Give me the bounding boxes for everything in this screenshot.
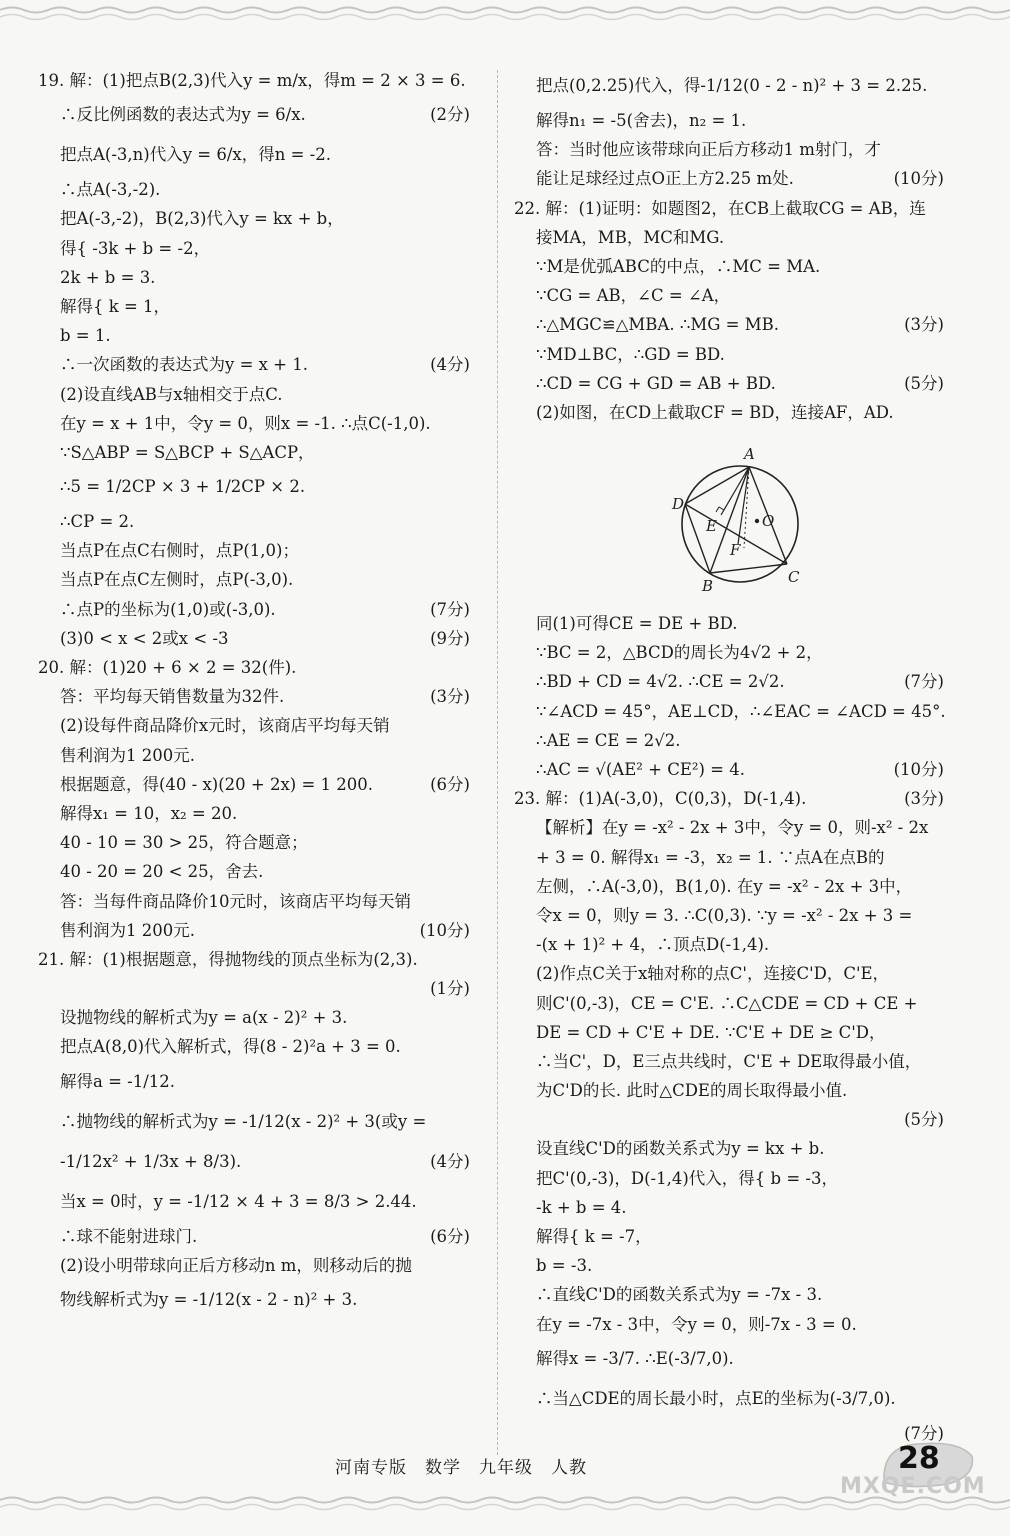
solution-line-text: 22. 解：(1)证明：如题图2，在CB上截取CG = AB，连 <box>514 198 926 218</box>
solution-line <box>38 292 470 321</box>
solution-line-text: ∴BD + CD = 4√2. ∴CE = 2√2. <box>536 672 785 692</box>
solution-line <box>38 770 470 799</box>
solution-line <box>38 711 470 740</box>
solution-line <box>514 398 944 427</box>
solution-line-text: 答：当每件商品降价10元时，该商店平均每天销 <box>60 891 411 911</box>
solution-line-text: ∴△MGC≌△MBA. ∴MG = MB. <box>536 315 779 335</box>
solution-line <box>38 682 470 711</box>
figure-label-c: C <box>788 568 800 587</box>
score-mark: (3分) <box>904 315 944 335</box>
solution-line <box>514 667 944 696</box>
solution-line <box>514 194 944 223</box>
solution-line <box>514 697 944 726</box>
solution-line-text: 得{ -3k + b = -2， <box>60 238 211 258</box>
solution-line-text: ∴抛物线的解析式为y = -1/12(x - 2)² + 3(或y = <box>60 1111 427 1131</box>
figure-segment-ae <box>721 467 749 515</box>
solution-line-text: 接MA，MB，MC和MG. <box>536 227 725 247</box>
solution-line <box>38 1102 470 1142</box>
solution-line-text: 在y = -7x - 3中，令y = 0，则-7x - 3 = 0. <box>536 1314 857 1334</box>
figure-segment-af <box>738 467 749 544</box>
solution-line <box>514 1310 944 1339</box>
solution-line-text: ∵∠ACD = 45°，AE⊥CD，∴∠EAC = ∠ACD = 45°. <box>536 701 946 721</box>
solution-line <box>38 1280 470 1320</box>
solution-line <box>514 726 944 755</box>
solution-line <box>38 887 470 916</box>
footer-edition-text: 河南专版 数学 九年级 人教 <box>335 1458 587 1478</box>
solution-line-text: 答：平均每天销售数量为32件. <box>60 687 285 707</box>
solution-line <box>38 916 470 945</box>
solution-line <box>38 799 470 828</box>
solution-line <box>514 1339 944 1379</box>
solution-line-text: 把C'(0,-3)，D(-1,4)代入，得{ b = -3， <box>536 1168 838 1188</box>
solution-line <box>38 653 470 682</box>
solution-line-text: 把A(-3,-2)，B(2,3)代入y = kx + b， <box>60 209 344 229</box>
solution-line <box>38 204 470 233</box>
solution-line-text: 20. 解：(1)20 + 6 × 2 = 32(件). <box>38 658 297 677</box>
solution-line <box>38 828 470 857</box>
solution-line-text: 当点P在点C左侧时，点P(-3,0). <box>60 570 294 590</box>
solution-line-text: b = 1. <box>60 326 111 346</box>
solution-line <box>38 234 470 263</box>
solution-line-text: 23. 解：(1)A(-3,0)，C(0,3)，D(-1,4). <box>514 789 807 809</box>
solution-line <box>514 959 944 988</box>
solution-line-text: 2k + b = 3. <box>60 267 156 287</box>
solution-line <box>514 1105 944 1134</box>
solution-line-text: 在y = x + 1中，令y = 0，则x = -1. ∴点C(-1,0). <box>60 413 431 433</box>
solution-line-text: (2)作点C关于x轴对称的点C'，连接C'D，C'E， <box>536 964 890 984</box>
solution-line-text: ∵CG = AB，∠C = ∠A， <box>536 286 731 306</box>
solution-line <box>514 369 944 398</box>
solution-line <box>38 945 470 974</box>
solution-line-text: 40 - 10 = 30 > 25，符合题意； <box>60 833 308 853</box>
solution-line-text: 解得n₁ = -5(舍去)，n₂ = 1. <box>536 111 747 130</box>
solution-line <box>514 1164 944 1193</box>
solution-line <box>514 1193 944 1222</box>
solution-line <box>38 467 470 507</box>
solution-line <box>514 223 944 252</box>
solution-line <box>38 741 470 770</box>
figure-label-o: O <box>762 512 775 531</box>
solution-line-text: ∴一次函数的表达式为y = x + 1. <box>60 355 308 375</box>
solution-line <box>38 1142 470 1182</box>
solution-line <box>38 350 470 379</box>
solution-line-text: 当点P在点C右侧时，点P(1,0)； <box>60 541 299 561</box>
top-decorative-border <box>0 4 1010 24</box>
solution-line-text: ∴5 = 1/2CP × 3 + 1/2CP × 2. <box>60 477 306 497</box>
solution-line <box>514 1222 944 1251</box>
column-divider <box>497 70 498 1455</box>
solution-line-text: 则C'(0,-3)，CE = C'E. ∴C△CDE = CD + CE + <box>536 993 918 1013</box>
right-column <box>514 66 944 1448</box>
solution-line-text: ∴球不能射进球门. <box>60 1226 198 1246</box>
solution-line-text: DE = CD + C'E + DE. ∵C'E + DE ≥ C'D， <box>536 1022 886 1042</box>
solution-line-text: 40 - 20 = 20 < 25，舍去. <box>60 862 264 882</box>
solution-line-text: ∴直线C'D的函数关系式为y = -7x - 3. <box>536 1285 823 1305</box>
solution-line <box>38 438 470 467</box>
solution-line <box>38 624 470 653</box>
score-mark: (10分) <box>893 760 944 779</box>
solution-line-text: 把点(0,2.25)代入，得-1/12(0 - 2 - n)² + 3 = 2.25. <box>536 76 928 95</box>
solution-line-text: 19. 解：(1)把点B(2,3)代入y = m/x，得m = 2 × 3 = 6. <box>38 71 466 90</box>
solution-line <box>38 1032 470 1061</box>
solution-line <box>514 1379 944 1419</box>
score-mark: (5分) <box>904 373 944 393</box>
solution-line-text: 能让足球经过点O正上方2.25 m处. <box>536 169 794 189</box>
solution-line <box>514 1047 944 1076</box>
right-column-part-a <box>514 66 944 427</box>
score-mark: (7分) <box>430 599 470 619</box>
score-mark: (5分) <box>904 1110 944 1130</box>
solution-line <box>514 1280 944 1309</box>
score-mark: (4分) <box>430 1151 470 1171</box>
score-mark: (9分) <box>430 628 470 648</box>
score-mark: (6分) <box>430 1226 470 1246</box>
solution-line-text: (2)设每件商品降价x元时，该商店平均每天销 <box>60 716 390 736</box>
solution-line-text: ∴当C'，D，E三点共线时，C'E + DE取得最小值， <box>536 1051 922 1071</box>
solution-line-text: ∵BC = 2，△BCD的周长为4√2 + 2， <box>536 643 823 663</box>
solution-line <box>514 66 944 106</box>
score-mark: (7分) <box>904 1423 944 1443</box>
solution-line <box>38 409 470 438</box>
solution-line <box>38 857 470 886</box>
score-mark: (10分) <box>893 169 944 189</box>
solution-line <box>38 175 470 204</box>
solution-line-text: 根据题意，得(40 - x)(20 + 2x) = 1 200. <box>60 774 374 794</box>
solution-line <box>38 536 470 565</box>
solution-line-text: 【解析】在y = -x² - 2x + 3中，令y = 0，则-x² - 2x <box>536 818 929 838</box>
solution-line-text: 设抛物线的解析式为y = a(x - 2)² + 3. <box>60 1008 348 1028</box>
solution-line <box>38 1182 470 1222</box>
solution-line-text: ∴点A(-3,-2). <box>60 180 161 200</box>
solution-line <box>514 989 944 1018</box>
figure-label-d: D <box>672 495 685 514</box>
solution-line <box>38 263 470 292</box>
solution-line <box>514 609 944 638</box>
solution-line-text: 物线解析式为y = -1/12(x - 2 - n)² + 3. <box>60 1290 358 1309</box>
score-mark: (2分) <box>430 105 470 125</box>
solution-line-text: (2)设直线AB与x轴相交于点C. <box>60 384 283 404</box>
solution-line-text: ∴点P的坐标为(1,0)或(-3,0). <box>60 599 276 619</box>
solution-line-text: ∵MD⊥BC，∴GD = BD. <box>536 344 725 364</box>
solution-line <box>514 281 944 310</box>
solution-line-text: ∴当△CDE的周长最小时，点E的坐标为(-3/7,0). <box>536 1388 896 1408</box>
solution-line <box>38 1003 470 1032</box>
solution-line-text: 把点A(-3,n)代入y = 6/x，得n = -2. <box>60 145 331 165</box>
right-column-part-b <box>514 609 944 1448</box>
solution-line-text: 同(1)可得CE = DE + BD. <box>536 614 738 634</box>
solution-line-text: ∵S△ABP = S△BCP + S△ACP， <box>60 442 315 462</box>
solution-line-text: ∴反比例函数的表达式为y = 6/x. <box>60 105 306 125</box>
solution-line <box>514 164 944 193</box>
solution-line-text: 设直线C'D的函数关系式为y = kx + b. <box>536 1139 825 1159</box>
figure-label-a: A <box>744 445 755 464</box>
solution-line-text: 解得{ k = 1， <box>60 296 171 316</box>
solution-line-text: 答：当时他应该带球向正后方移动1 m射门，才 <box>536 140 881 160</box>
solution-line-text: 左侧，∴A(-3,0)，B(1,0). 在y = -x² - 2x + 3中， <box>536 876 913 896</box>
solution-line <box>514 135 944 164</box>
figure-label-f: F <box>730 541 741 560</box>
solution-line <box>514 252 944 281</box>
solution-line-text: ∴AE = CE = 2√2. <box>536 730 681 750</box>
page-number: 28 <box>898 1441 940 1476</box>
solution-line-text: ∴CD = CG + GD = AB + BD. <box>536 373 776 393</box>
solution-line <box>514 784 944 813</box>
solution-line-text: + 3 = 0. 解得x₁ = -3，x₂ = 1. ∵点A在点B的 <box>536 847 885 867</box>
solution-line-text: -1/12x² + 1/3x + 8/3). <box>60 1151 242 1171</box>
solution-line-text: ∴AC = √(AE² + CE²) = 4. <box>536 760 745 779</box>
solution-line <box>38 1222 470 1251</box>
score-mark: (4分) <box>430 355 470 375</box>
score-mark: (3分) <box>430 687 470 707</box>
figure-segment-ad <box>685 467 749 504</box>
solution-line <box>514 1251 944 1280</box>
solution-line-text: (2)设小明带球向正后方移动n m，则移动后的抛 <box>60 1255 412 1275</box>
solution-line-text: 解得{ k = -7， <box>536 1227 652 1246</box>
geometry-figure <box>514 427 944 609</box>
solution-line <box>514 1134 944 1163</box>
solution-line <box>514 1018 944 1047</box>
solution-line <box>38 95 470 135</box>
solution-line <box>514 755 944 784</box>
solution-line <box>38 135 470 175</box>
solution-line-text: ∴CP = 2. <box>60 512 135 532</box>
solution-line-text: (3)0 < x < 2或x < -3 <box>60 628 229 648</box>
solution-line-text: 令x = 0，则y = 3. ∴C(0,3). ∵y = -x² - 2x + 3 = <box>536 905 913 925</box>
solution-line-text: b = -3. <box>536 1256 593 1276</box>
solution-line-text: 售利润为1 200元. <box>60 920 195 940</box>
score-mark: (10分) <box>419 920 470 940</box>
score-mark: (1分) <box>430 979 470 999</box>
figure-segment-bc <box>710 564 787 573</box>
score-mark: (7分) <box>904 672 944 692</box>
solution-line <box>514 901 944 930</box>
solution-line <box>514 872 944 901</box>
solution-line <box>38 321 470 350</box>
solution-line-text: 解得x = -3/7. ∴E(-3/7,0). <box>536 1348 734 1368</box>
solution-line-text: 当x = 0时，y = -1/12 × 4 + 3 = 8/3 > 2.44. <box>60 1191 417 1211</box>
solution-line <box>514 843 944 872</box>
solution-line <box>514 310 944 339</box>
solution-line-text: 21. 解：(1)根据题意，得抛物线的顶点坐标为(2,3). <box>38 949 418 969</box>
solution-line <box>38 1251 470 1280</box>
solution-line <box>38 66 470 95</box>
solution-line <box>514 1076 944 1105</box>
solution-line <box>514 340 944 369</box>
solution-line-text: 把点A(8,0)代入解析式，得(8 - 2)²a + 3 = 0. <box>60 1037 401 1057</box>
solution-line <box>38 565 470 594</box>
figure-label-b: B <box>702 577 714 596</box>
solution-line-text: 解得a = -1/12. <box>60 1071 176 1091</box>
solution-line <box>514 106 944 135</box>
solution-line-text: 为C'D的长. 此时△CDE的周长取得最小值. <box>536 1081 848 1101</box>
watermark-text: MXQE.COM <box>840 1474 986 1499</box>
solution-line-text: -(x + 1)² + 4，∴顶点D(-1,4). <box>536 935 770 955</box>
solution-line <box>38 595 470 624</box>
solution-line-text: -k + b = 4. <box>536 1197 627 1217</box>
solution-line <box>38 380 470 409</box>
solution-line-text: 解得x₁ = 10，x₂ = 20. <box>60 803 238 823</box>
figure-label-e: E <box>706 517 717 536</box>
solution-line <box>38 974 470 1003</box>
score-mark: (6分) <box>430 774 470 794</box>
solution-line <box>514 930 944 959</box>
left-column <box>38 66 470 1320</box>
score-mark: (3分) <box>904 789 944 809</box>
solution-line <box>514 813 944 842</box>
bottom-decorative-border <box>0 1494 1010 1514</box>
solution-line <box>38 507 470 536</box>
solution-line <box>514 638 944 667</box>
solution-line <box>38 1062 470 1102</box>
solution-line-text: 售利润为1 200元. <box>60 745 195 765</box>
solution-line-text: ∵M是优弧ABC的中点，∴MC = MA. <box>536 256 821 276</box>
solution-line-text: (2)如图，在CD上截取CF = BD，连接AF，AD. <box>536 402 894 422</box>
figure-center-dot <box>755 519 759 523</box>
